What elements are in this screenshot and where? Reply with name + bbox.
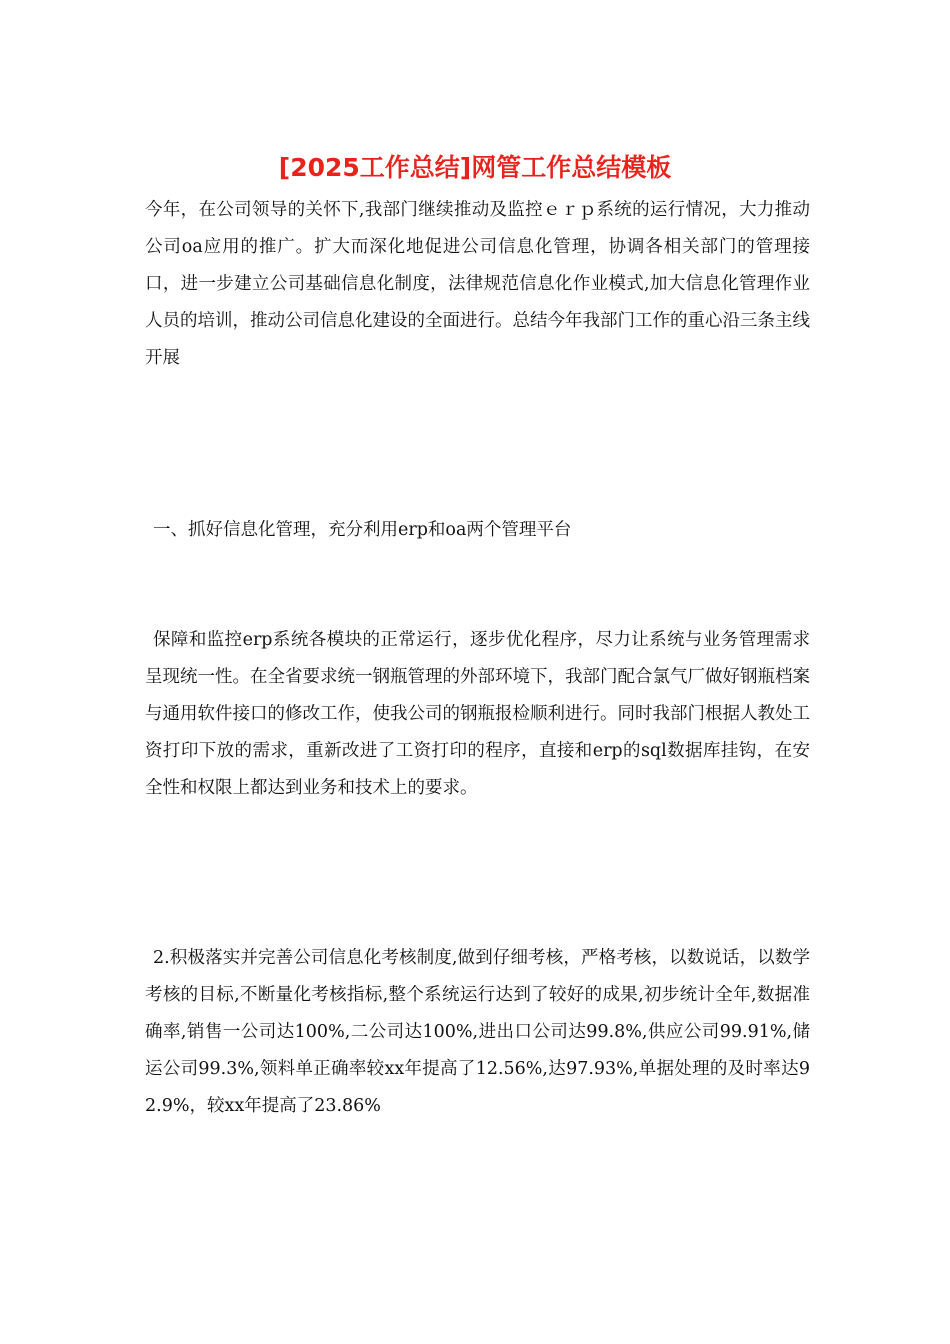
document-title: [2025工作总结]网管工作总结模板 [278, 153, 672, 182]
section-2-body-paragraph: 2.积极落实并完善公司信息化考核制度,做到仔细考核，严格考核，以数说话，以数学考核的目标,不断量化考核指标,整个系统运行达到了较好的成果,初步统计全年,数据准确率,销售一公司达100%,二公司达100%,进出口公司达99.8%,供应公司99.91%,储运公司99.3%,领料单正确率较xx年提高了12.56%,达97.93%,单据处理的及时率达92.9%，较xx年提高了23.86% [145, 948, 810, 1116]
intro-paragraph: 今年，在公司领导的关怀下,我部门继续推动及监控ｅｒｐ系统的运行情况，大力推动公司oa应用的推广。扩大而深化地促进公司信息化管理，协调各相关部门的管理接口，进一步建立公司基础信息化制度，法律规范信息化作业模式,加大信息化管理作业人员的培训，推动公司信息化建设的全面进行。总结今年我部门工作的重心沿三条主线开展 [145, 200, 810, 368]
section-heading-1: 一、抓好信息化管理，充分利用erp和oa两个管理平台 [153, 520, 572, 540]
section-1-body-paragraph: 保障和监控erp系统各模块的正常运行，逐步优化程序，尽力让系统与业务管理需求呈现统一性。在全省要求统一钢瓶管理的外部环境下，我部门配合氯气厂做好钢瓶档案与通用软件接口的修改工作，使我公司的钢瓶报检顺利进行。同时我部门根据人教处工资打印下放的需求，重新改进了工资打印的程序，直接和erp的sql数据库挂钩，在安全性和权限上都达到业务和技术上的要求。 [145, 630, 810, 798]
